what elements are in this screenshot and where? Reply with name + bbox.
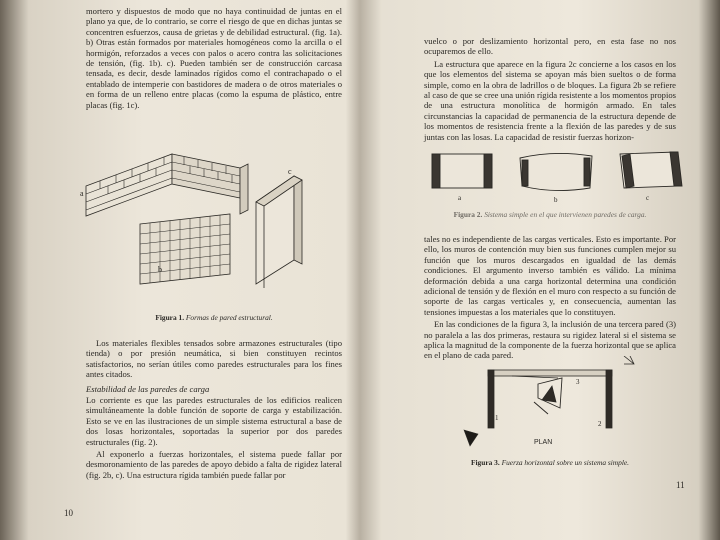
paragraph-tales: tales no es independiente de las cargas verticales. Esto es importante. Por ello, los muros de contención muy bien sus funciones cumplen mejor su función que los muros descargados en igualdad de las demás condiciones. El argumento inverso también es válido. La mínima deformación debida a una carga horizontal determina una condición adicional de tensión y de flexión en el muro con respecto a su función de soporte de las cargas verticales y, en consecuencia, aumentan las tensiones impuestas a los materiales que lo constituyen.	[424, 234, 676, 317]
left-lower-text	[86, 338, 342, 482]
paragraph-exponerlo: Al exponerlo a fuerzas horizontales, el sistema puede fallar por desmoronamiento de las paredes de apoyo debido a falta de rigidez lateral (fig. 2b, c). Una estructura rígida también puede fallar por	[86, 449, 342, 480]
figure-2-label-b: b	[554, 196, 558, 204]
figure-3-caption-text: Fuerza horizontal sobre un sistema simple.	[501, 458, 630, 467]
figure-3-label-plan: PLAN	[534, 439, 553, 446]
figure-3-label-2: 2	[598, 420, 602, 428]
right-top-text	[424, 36, 676, 144]
figure-2-caption-label: Figura 2.	[453, 210, 483, 219]
figure-1-caption	[86, 313, 342, 322]
figure-2-caption-text: Sistema simple en el que intervienen paredes de carga.	[484, 210, 647, 219]
right-lower-text	[424, 234, 676, 363]
figure-2-illustration	[424, 144, 686, 204]
paragraph-materiales: Los materiales flexibles tensados sobre armazones estructurales (tipo tienda) o por presión neumática, si bien constituyen recintos satisfactorios, no serían útiles como paredes estructurales para los fines antes citados.	[86, 338, 342, 380]
left-top-paragraph: mortero y dispuestos de modo que no haya continuidad de juntas en el plano ya que, de lo contrario, se corre el riesgo de que en dichas juntas se concentren esfuerzos, causa de grietas y de debilidad estructural. (fig. 1a). b) Otras están formados por materiales homogéneos como la arcilla o el hormigón, reforzados a veces con palos o acero contra las solicitaciones de tensión, (fig. 1b). c). Pueden también ser de construcción carcasa tensada, es decir, desde laminados rígidos como el contrachapado o el entablado de intemperie con bastidores de madera o de otros materiales o en forma de un relleno entre placas (como la espuma de plástico, entre placas (fig. 1c).	[86, 6, 342, 110]
paragraph-estructura: La estructura que aparece en la figura 2c concierne a los casos en los que los elementos del sistema se apoyan más bien sueltos o de forma simple, como en la obra de ladrillos o de bloques. La figura 2b se refiere al caso de que se cree una unión rígida resistente a los momentos propios de una estructura monolítica de hormigón armado. En tales circunstancias la capacidad de permanencia de la estructura depende de los momentos de resistencia frente a la flexión de las paredes y de sus juntas con las losas. La capacidad de resistir fuerzas horizon-	[424, 58, 676, 142]
subheading-estabilidad: Estabilidad de las paredes de carga	[86, 383, 210, 394]
figure-1-illustration	[80, 124, 348, 292]
figure-1-caption-label: Figura 1.	[155, 313, 185, 322]
figure-3-caption	[424, 458, 676, 467]
figure-2-label-c: c	[646, 194, 650, 202]
left-top-text	[86, 6, 342, 112]
right-page	[362, 0, 720, 540]
figure-1-caption-text: Formas de pared estructural.	[185, 313, 273, 322]
right-page-number: 11	[676, 480, 685, 490]
figure-3-caption-label: Figura 3.	[470, 458, 500, 467]
right-top-line: vuelco o por deslizamiento horizontal pero, en esta fase no nos ocuparemos de ello.	[424, 36, 676, 57]
figure-1-label-b: b	[158, 265, 162, 274]
paragraph-corriente: Lo corriente es que las paredes estructurales de los edificios realicen simultáneamente la doble función de soporte de carga y estabilización. Esto se ve en las ilustraciones de un simple sistema estructural a base de dos losas horizontales, soportadas la superior por dos paredes estructurales (fig. 2).	[86, 395, 342, 447]
figure-3-label-3: 3	[576, 378, 580, 386]
figure-3-label-1: 1	[495, 414, 499, 422]
figure-2-caption	[424, 210, 676, 219]
left-page	[0, 0, 355, 540]
figure-1-label-a: a	[80, 189, 84, 198]
figure-3-illustration	[448, 356, 668, 450]
left-page-number: 10	[64, 508, 73, 518]
paragraph-condiciones: En las condiciones de la figura 3, la inclusión de una tercera pared (3) no paralela a las dos primeras, restaura su rigidez lateral si el sistema se aplica la magnitud de la componente de la fuerza horizontal que se aplica en el plano de cada pared.	[424, 319, 676, 361]
figure-2-label-a: a	[458, 194, 462, 202]
figure-1-label-c: c	[288, 167, 292, 176]
